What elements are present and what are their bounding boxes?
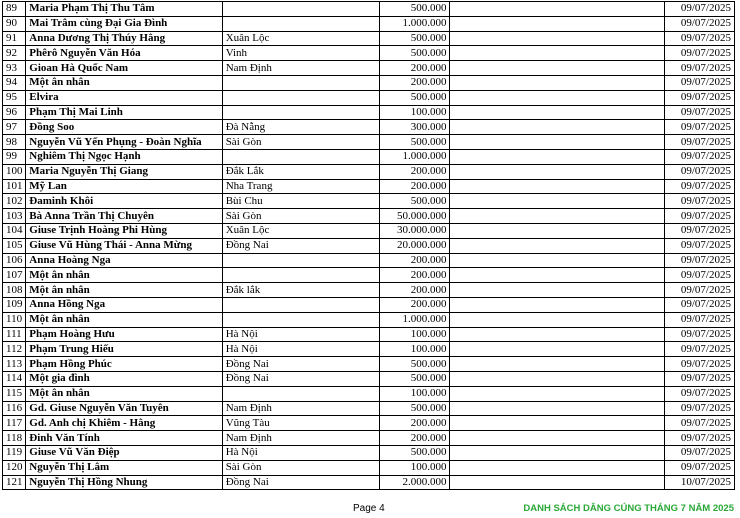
note-cell [450,283,665,298]
row-number: 93 [3,61,26,76]
row-number: 101 [3,179,26,194]
donation-amount: 200.000 [379,75,450,90]
donation-amount: 1.000.000 [379,312,450,327]
donation-amount: 200.000 [379,283,450,298]
table-row [3,327,735,342]
row-number: 94 [3,75,26,90]
row-number: 105 [3,238,26,253]
donation-date: 09/07/2025 [665,46,735,61]
table-row [3,61,735,76]
table-row [3,312,735,327]
donor-name: Giuse Vũ Văn Điệp [26,445,222,460]
donor-place: Vinh [222,46,379,61]
row-number: 102 [3,194,26,209]
donation-date: 09/07/2025 [665,223,735,238]
donor-place: Đồng Nai [222,238,379,253]
donation-date: 09/07/2025 [665,431,735,446]
donor-name: Đinh Văn Tính [26,431,222,446]
donation-date: 09/07/2025 [665,327,735,342]
donation-date: 09/07/2025 [665,16,735,31]
donor-name: Nguyễn Vũ Yến Phụng - Đoàn Nghĩa [26,135,222,150]
donor-place [222,16,379,31]
row-number: 119 [3,445,26,460]
donor-place [222,312,379,327]
row-number: 120 [3,460,26,475]
row-number: 90 [3,16,26,31]
donor-place: Xuân Lộc [222,223,379,238]
donor-place [222,297,379,312]
row-number: 107 [3,268,26,283]
donation-date: 09/07/2025 [665,342,735,357]
table-row [3,342,735,357]
donor-place: Đồng Nai [222,357,379,372]
donation-amount: 500.000 [379,90,450,105]
donor-place: Sài Gòn [222,209,379,224]
donor-name: Phạm Hoàng Hưu [26,327,222,342]
donation-date: 09/07/2025 [665,135,735,150]
table-row [3,401,735,416]
note-cell [450,268,665,283]
donation-date: 09/07/2025 [665,416,735,431]
row-number: 121 [3,475,26,490]
donation-date: 09/07/2025 [665,105,735,120]
donation-amount: 500.000 [379,2,450,17]
row-number: 111 [3,327,26,342]
note-cell [450,401,665,416]
donor-name: Một gia đình [26,371,222,386]
row-number: 118 [3,431,26,446]
donation-date: 09/07/2025 [665,31,735,46]
row-number: 99 [3,149,26,164]
table-row [3,445,735,460]
table-row [3,179,735,194]
donor-place: Sài Gòn [222,460,379,475]
note-cell [450,312,665,327]
donor-name: Giuse Vũ Hùng Thái - Anna Mừng [26,238,222,253]
table-row [3,371,735,386]
table-row [3,149,735,164]
donor-place: Nam Định [222,61,379,76]
donor-place: Nam Định [222,431,379,446]
row-number: 100 [3,164,26,179]
donation-amount: 1.000.000 [379,16,450,31]
table-row [3,431,735,446]
donation-date: 09/07/2025 [665,445,735,460]
table-row [3,31,735,46]
donor-name: Nghiêm Thị Ngọc Hạnh [26,149,222,164]
donor-name: Maria Nguyễn Thị Giang [26,164,222,179]
donor-name: Phêrô Nguyễn Văn Hóa [26,46,222,61]
donation-amount: 500.000 [379,371,450,386]
donor-name: Maria Phạm Thị Thu Tâm [26,2,222,17]
donation-date: 10/07/2025 [665,475,735,490]
table-row [3,297,735,312]
donation-date: 09/07/2025 [665,253,735,268]
donation-amount: 100.000 [379,342,450,357]
table-row [3,475,735,490]
table-row [3,357,735,372]
row-number: 91 [3,31,26,46]
donation-amount: 500.000 [379,401,450,416]
note-cell [450,431,665,446]
row-number: 89 [3,2,26,17]
donor-place [222,149,379,164]
donor-name: Một ân nhân [26,312,222,327]
donor-place: Đắk lắk [222,283,379,298]
note-cell [450,445,665,460]
donor-name: Anna Hồng Nga [26,297,222,312]
note-cell [450,327,665,342]
donation-table-body [3,2,735,490]
note-cell [450,460,665,475]
donor-name: Phạm Thị Mai Linh [26,105,222,120]
note-cell [450,238,665,253]
row-number: 98 [3,135,26,150]
donor-name: Phạm Hồng Phúc [26,357,222,372]
donation-amount: 100.000 [379,386,450,401]
table-row [3,105,735,120]
donation-date: 09/07/2025 [665,75,735,90]
table-row [3,460,735,475]
note-cell [450,75,665,90]
note-cell [450,371,665,386]
note-cell [450,164,665,179]
note-cell [450,179,665,194]
page-number: Page 4 [353,503,385,514]
donation-amount: 500.000 [379,135,450,150]
table-row [3,253,735,268]
note-cell [450,105,665,120]
row-number: 115 [3,386,26,401]
donor-place [222,90,379,105]
note-cell [450,297,665,312]
donation-table [2,1,735,490]
donor-place: Nam Định [222,401,379,416]
donor-place [222,268,379,283]
note-cell [450,31,665,46]
note-cell [450,475,665,490]
donor-place [222,386,379,401]
donation-amount: 500.000 [379,445,450,460]
table-row [3,75,735,90]
donation-date: 09/07/2025 [665,61,735,76]
donor-name: Anna Dương Thị Thúy Hằng [26,31,222,46]
donation-date: 09/07/2025 [665,90,735,105]
donor-name: Gioan Hà Quốc Nam [26,61,222,76]
table-row [3,135,735,150]
donation-amount: 100.000 [379,327,450,342]
donation-amount: 1.000.000 [379,149,450,164]
donor-name: Gd. Giuse Nguyễn Văn Tuyên [26,401,222,416]
note-cell [450,209,665,224]
note-cell [450,149,665,164]
donation-amount: 50.000.000 [379,209,450,224]
row-number: 109 [3,297,26,312]
note-cell [450,135,665,150]
note-cell [450,61,665,76]
donation-date: 09/07/2025 [665,386,735,401]
row-number: 106 [3,253,26,268]
donation-amount: 200.000 [379,61,450,76]
donation-amount: 100.000 [379,460,450,475]
note-cell [450,386,665,401]
donor-place: Nha Trang [222,179,379,194]
table-row [3,223,735,238]
row-number: 104 [3,223,26,238]
donor-name: Một ân nhân [26,283,222,298]
donor-name: Phạm Trung Hiếu [26,342,222,357]
row-number: 110 [3,312,26,327]
donor-place [222,75,379,90]
row-number: 117 [3,416,26,431]
donation-amount: 500.000 [379,31,450,46]
donation-amount: 500.000 [379,46,450,61]
donation-date: 09/07/2025 [665,2,735,17]
table-row [3,386,735,401]
donation-date: 09/07/2025 [665,164,735,179]
donor-place: Sài Gòn [222,135,379,150]
donation-date: 09/07/2025 [665,120,735,135]
row-number: 92 [3,46,26,61]
row-number: 114 [3,371,26,386]
note-cell [450,194,665,209]
donation-amount: 200.000 [379,179,450,194]
note-cell [450,223,665,238]
table-row [3,209,735,224]
donor-name: Anna Hoàng Nga [26,253,222,268]
donor-place: Đà Nẵng [222,120,379,135]
table-row [3,46,735,61]
donor-name: Đồng Soo [26,120,222,135]
note-cell [450,357,665,372]
donation-date: 09/07/2025 [665,283,735,298]
donor-place: Đắk Lắk [222,164,379,179]
donation-date: 09/07/2025 [665,209,735,224]
table-row [3,194,735,209]
donation-amount: 300.000 [379,120,450,135]
donor-name: Một ân nhân [26,386,222,401]
table-row [3,90,735,105]
note-cell [450,2,665,17]
note-cell [450,90,665,105]
donor-name: Nguyễn Thị Hồng Nhung [26,475,222,490]
donor-name: Nguyễn Thị Lâm [26,460,222,475]
donation-amount: 100.000 [379,105,450,120]
donation-amount: 20.000.000 [379,238,450,253]
table-row [3,16,735,31]
note-cell [450,120,665,135]
row-number: 95 [3,90,26,105]
donor-place: Hà Nội [222,445,379,460]
donor-place: Hà Nội [222,327,379,342]
donor-name: Một ân nhân [26,75,222,90]
table-row [3,164,735,179]
donor-name: Đaminh Khôi [26,194,222,209]
donation-date: 09/07/2025 [665,297,735,312]
donation-amount: 30.000.000 [379,223,450,238]
donation-date: 09/07/2025 [665,357,735,372]
donation-amount: 500.000 [379,357,450,372]
donor-place [222,253,379,268]
donor-place: Bùi Chu [222,194,379,209]
donor-name: Bà Anna Trần Thị Chuyên [26,209,222,224]
row-number: 116 [3,401,26,416]
row-number: 103 [3,209,26,224]
donation-date: 09/07/2025 [665,401,735,416]
donation-date: 09/07/2025 [665,460,735,475]
donor-name: Giuse Trịnh Hoàng Phi Hùng [26,223,222,238]
row-number: 113 [3,357,26,372]
note-cell [450,342,665,357]
note-cell [450,416,665,431]
donor-name: Một ân nhân [26,268,222,283]
donation-date: 09/07/2025 [665,194,735,209]
donation-amount: 200.000 [379,164,450,179]
donation-date: 09/07/2025 [665,238,735,253]
row-number: 96 [3,105,26,120]
note-cell [450,16,665,31]
document-title: DANH SÁCH DÂNG CÚNG THÁNG 7 NĂM 2025 [523,503,734,514]
table-row [3,238,735,253]
donation-amount: 200.000 [379,297,450,312]
row-number: 108 [3,283,26,298]
donation-date: 09/07/2025 [665,371,735,386]
donor-name: Mỹ Lan [26,179,222,194]
donation-date: 09/07/2025 [665,312,735,327]
donation-date: 09/07/2025 [665,179,735,194]
note-cell [450,253,665,268]
row-number: 112 [3,342,26,357]
donation-amount: 200.000 [379,253,450,268]
row-number: 97 [3,120,26,135]
table-row [3,2,735,17]
donor-place: Xuân Lộc [222,31,379,46]
donor-place [222,105,379,120]
donation-amount: 200.000 [379,416,450,431]
table-row [3,120,735,135]
donation-amount: 200.000 [379,268,450,283]
table-row [3,268,735,283]
donor-name: Elvira [26,90,222,105]
donation-date: 09/07/2025 [665,268,735,283]
donor-place: Đồng Nai [222,475,379,490]
donor-place [222,2,379,17]
donor-place: Hà Nội [222,342,379,357]
donation-amount: 500.000 [379,194,450,209]
donor-place: Đồng Nai [222,371,379,386]
note-cell [450,46,665,61]
table-row [3,283,735,298]
table-row [3,416,735,431]
donor-name: Gd. Anh chị Khiêm - Hằng [26,416,222,431]
donation-amount: 2.000.000 [379,475,450,490]
donor-place: Vũng Tàu [222,416,379,431]
donation-amount: 200.000 [379,431,450,446]
donation-date: 09/07/2025 [665,149,735,164]
donor-name: Mai Trâm cùng Đại Gia Đình [26,16,222,31]
